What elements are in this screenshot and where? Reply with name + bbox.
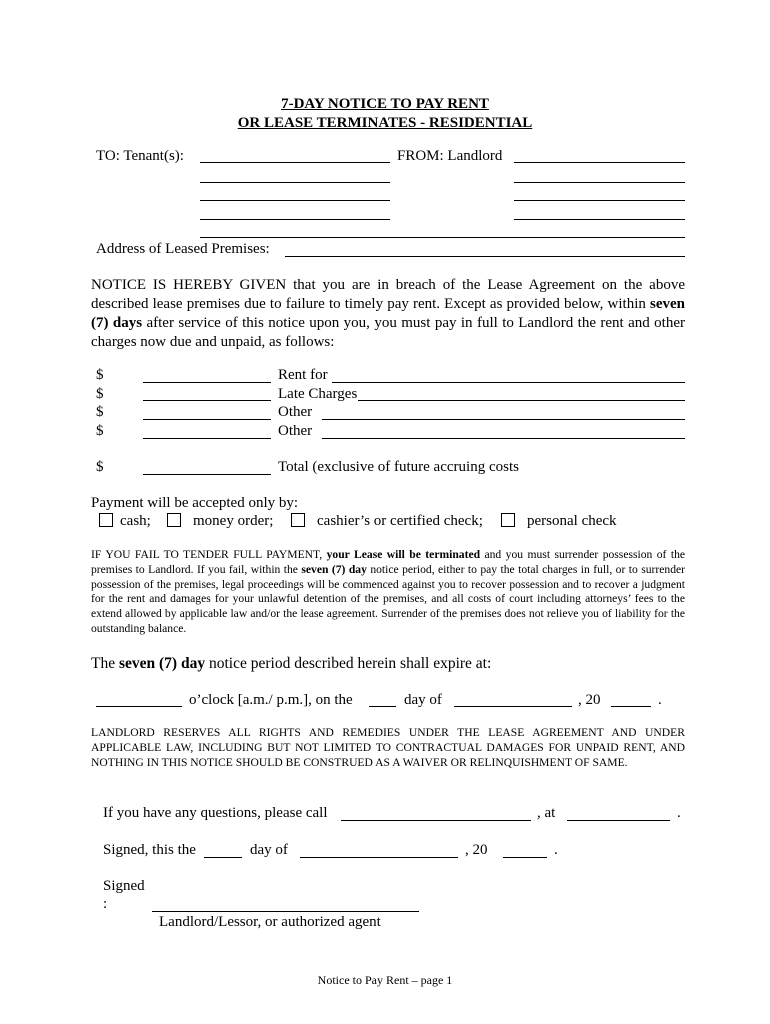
address-label: Address of Leased Premises: bbox=[96, 241, 270, 257]
currency-symbol-4: $ bbox=[96, 423, 104, 439]
expire-month-field[interactable] bbox=[454, 706, 572, 707]
cashiers-check-checkbox[interactable] bbox=[291, 513, 305, 527]
other-detail-field-1[interactable] bbox=[322, 419, 685, 420]
other-amount-field-2[interactable] bbox=[143, 438, 271, 439]
questions-name-field[interactable] bbox=[341, 820, 531, 821]
tenant-field-1[interactable] bbox=[200, 162, 390, 163]
tenant-field-2[interactable] bbox=[200, 182, 390, 183]
other-detail-field-2[interactable] bbox=[322, 438, 685, 439]
expire-day-field[interactable] bbox=[369, 706, 396, 707]
signed-day-field[interactable] bbox=[204, 857, 242, 858]
charge-label-late: Late Charges bbox=[278, 386, 358, 402]
signed-day-of-label: day of bbox=[250, 842, 288, 858]
charge-label-other-1: Other bbox=[278, 404, 313, 420]
signed-month-field[interactable] bbox=[300, 857, 458, 858]
page-footer: Notice to Pay Rent – page 1 bbox=[317, 973, 453, 987]
landlord-field-4[interactable] bbox=[514, 219, 685, 220]
expire-period: . bbox=[658, 692, 662, 708]
questions-phone-field[interactable] bbox=[567, 820, 670, 821]
currency-symbol-2: $ bbox=[96, 386, 104, 402]
expire-year-label: , 20 bbox=[578, 692, 601, 708]
cash-checkbox[interactable] bbox=[99, 513, 113, 527]
document-title-line1: 7-DAY NOTICE TO PAY RENT bbox=[281, 96, 489, 112]
signed-year-field[interactable] bbox=[503, 857, 547, 858]
tenant-field-4[interactable] bbox=[200, 219, 390, 220]
signed-date-label: Signed, this the bbox=[103, 842, 196, 858]
personal-check-checkbox[interactable] bbox=[501, 513, 515, 527]
signed-year-label: , 20 bbox=[465, 842, 488, 858]
questions-at-label: , at bbox=[537, 805, 556, 821]
tenant-field-3[interactable] bbox=[200, 200, 390, 201]
oclock-label: o’clock [a.m./ p.m.], on the bbox=[189, 692, 353, 708]
expire-sentence: The seven (7) day notice period described herein shall expire at: bbox=[91, 655, 492, 672]
reserve-paragraph: LANDLORD RESERVES ALL RIGHTS AND REMEDIES UNDER THE LEASE AGREEMENT AND UNDER APPLICABLE LAW, INCLUDING BUT NOT LIMITED TO CONTRACTUAL DAMAGES FOR UNPAID RENT, AND NOTHING IN THIS NOTICE SHOULD BE CONSTRUED AS A WAIVER OR RELINQUISHMENT OF SAME. bbox=[91, 726, 685, 769]
signed-label: Signed bbox=[103, 878, 145, 894]
expire-time-field[interactable] bbox=[96, 706, 182, 707]
personal-check-label: personal check bbox=[527, 513, 617, 529]
charge-label-rent: Rent for bbox=[278, 367, 328, 383]
questions-label: If you have any questions, please call bbox=[103, 805, 328, 821]
money-order-label: money order; bbox=[193, 513, 274, 529]
cashiers-check-label: cashier’s or certified check; bbox=[317, 513, 483, 529]
expire-year-field[interactable] bbox=[611, 706, 651, 707]
signed-colon: : bbox=[103, 896, 108, 912]
total-amount-field[interactable] bbox=[143, 474, 271, 475]
signature-field[interactable] bbox=[152, 911, 419, 912]
money-order-checkbox[interactable] bbox=[167, 513, 181, 527]
questions-period: . bbox=[677, 805, 681, 821]
document-title-line2: OR LEASE TERMINATES - RESIDENTIAL bbox=[237, 115, 533, 131]
payment-heading: Payment will be accepted only by: bbox=[91, 495, 299, 511]
notice-paragraph: NOTICE IS HEREBY GIVEN that you are in breach of the Lease Agreement on the above described lease premises due to failure to timely pay rent. Except as provided below, within seven (7) days after service of this notice upon you, you must pay in full to Landlord the rent and other charges now due and unpaid, as follows: bbox=[91, 277, 685, 350]
late-charges-amount-field[interactable] bbox=[143, 400, 271, 401]
signed-date-period: . bbox=[554, 842, 558, 858]
tenant-field-5[interactable] bbox=[200, 237, 685, 238]
signature-caption: Landlord/Lessor, or authorized agent bbox=[159, 914, 381, 930]
other-amount-field-1[interactable] bbox=[143, 419, 271, 420]
rent-amount-field[interactable] bbox=[143, 382, 271, 383]
total-label: Total (exclusive of future accruing costs bbox=[278, 459, 519, 475]
address-field[interactable] bbox=[285, 256, 685, 257]
landlord-label: FROM: Landlord bbox=[397, 148, 503, 164]
warning-paragraph: IF YOU FAIL TO TENDER FULL PAYMENT, your Lease will be terminated and you must surrender possession of the premises to Landlord. If you fail, within the seven (7) day notice period, either to pay the total charges in full, or to surrender possession of the premises, legal proceedings will be commenced against you to recover possession and to recover a judgment for the rent and damages for your unlawful detention of the premises, and all costs of court including attorneys’ fees to the extend allowed by applicable law and/or the lease agreement. Surrender of the premises does not relieve you of liability for the outstanding balance. bbox=[91, 548, 686, 635]
late-charges-detail-field[interactable] bbox=[358, 400, 685, 401]
rent-period-field[interactable] bbox=[332, 382, 685, 383]
landlord-field-1[interactable] bbox=[514, 162, 685, 163]
landlord-field-2[interactable] bbox=[514, 182, 685, 183]
currency-symbol-total: $ bbox=[96, 459, 104, 475]
currency-symbol-1: $ bbox=[96, 367, 104, 383]
landlord-field-3[interactable] bbox=[514, 200, 685, 201]
tenant-label: TO: Tenant(s): bbox=[96, 148, 184, 164]
cash-label: cash; bbox=[120, 513, 151, 529]
currency-symbol-3: $ bbox=[96, 404, 104, 420]
charge-label-other-2: Other bbox=[278, 423, 313, 439]
expire-day-of-label: day of bbox=[404, 692, 442, 708]
